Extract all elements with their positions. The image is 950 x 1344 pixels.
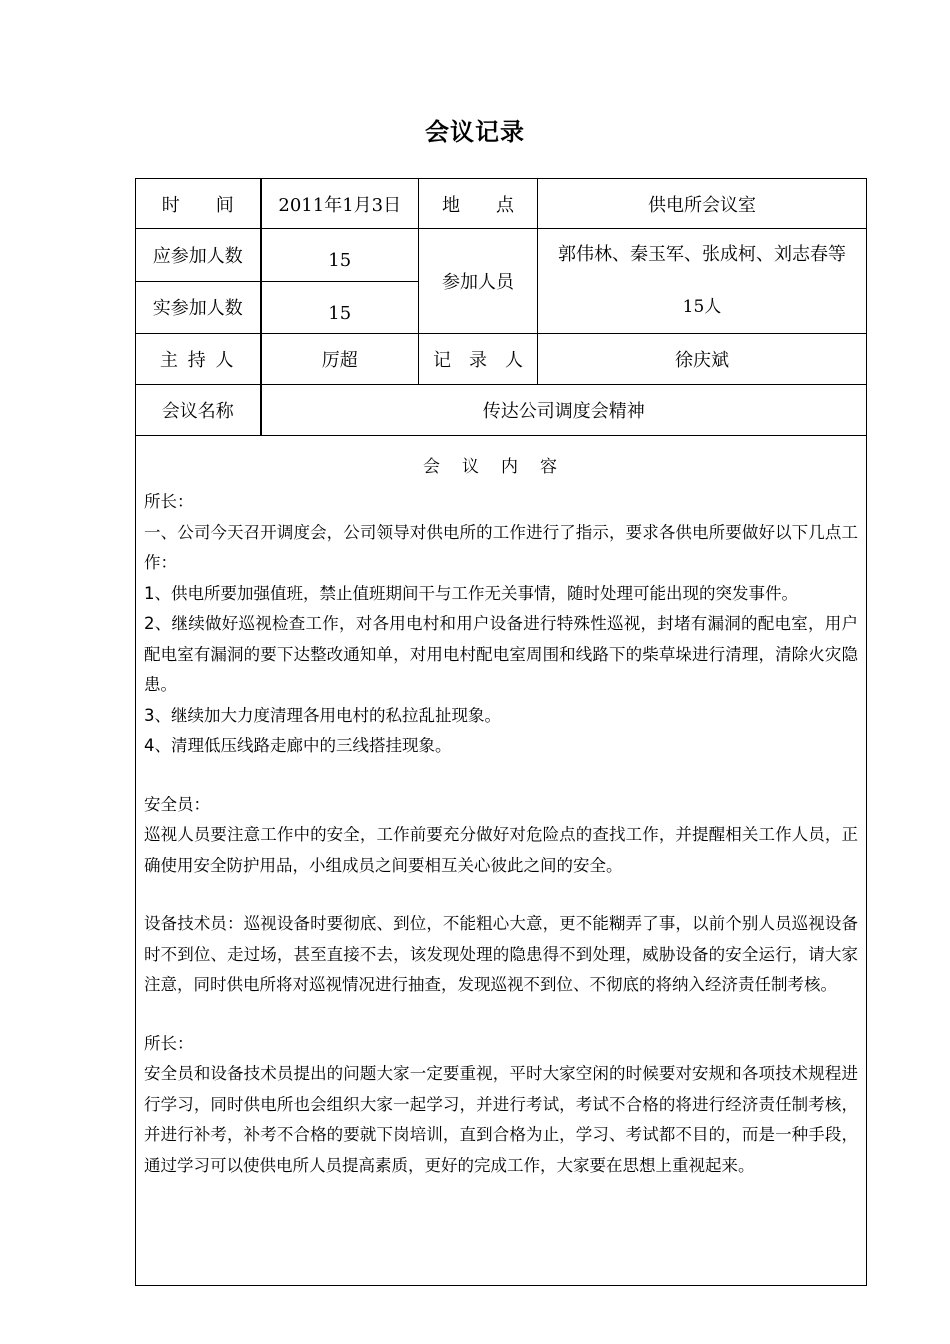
attendees-line-2: 15人 [682,297,722,317]
content-paragraph: 设备技术员：巡视设备时要彻底、到位，不能粗心大意，更不能糊弄了事，以前个别人员巡视设备时不到位、走过场，甚至直接不去，该发现处理的隐患得不到处理，威胁设备的安全运行，请大家注意，同时供电所将对巡视情况进行抽查，发现巡视不到位、不彻底的将纳入经济责任制考核。 [144,914,858,994]
meeting-name-value: 传达公司调度会精神 [261,385,867,436]
content-paragraph: 一、公司今天召开调度会，公司领导对供电所的工作进行了指示，要求各供电所要做好以下几点工作： [144,522,858,572]
content-paragraph: 所长： [144,1033,194,1053]
recorder-value: 徐庆斌 [538,334,867,385]
place-label: 地 点 [419,179,538,229]
recorder-label: 记 录 人 [419,334,538,385]
document-title: 会议记录 [425,118,525,146]
time-label: 时 间 [136,179,261,229]
attendees-value [538,229,867,334]
meeting-content-body [136,487,866,1181]
content-paragraph: 安全员： [144,794,210,814]
content-paragraph: 2、继续做好巡视检查工作，对各用电村和用户设备进行特殊性巡视，封堵有漏洞的配电室，用户配电室有漏洞的要下达整改通知单，对用电村配电室周围和线路下的柴草垛进行清理，清除火灾隐患。 [144,614,858,694]
expected-attendance-value: 15 [261,229,419,282]
meeting-content-cell [136,436,867,1286]
content-paragraph: 4、清理低压线路走廊中的三线搭挂现象。 [144,736,452,755]
actual-attendance-label: 实参加人数 [136,281,261,334]
actual-attendance-value: 15 [261,281,419,334]
expected-attendance-label: 应参加人数 [136,229,261,282]
time-value: 2011年1月3日 [261,179,419,229]
host-value: 厉超 [261,334,419,385]
content-paragraph: 安全员和设备技术员提出的问题大家一定要重视，平时大家空闲的时候要对安规和各项技术规程进行学习，同时供电所也会组织大家一起学习，并进行考试，考试不合格的将进行经济责任制考核，并进行补考，补考不合格的要就下岗培训，直到合格为止，学习、考试都不目的，而是一种手段，通过学习可以使供电所人员提高素质，更好的完成工作，大家要在思想上重视起来。 [144,1064,858,1175]
content-paragraph: 3、继续加大力度清理各用电村的私拉乱扯现象。 [144,705,501,725]
meeting-name-label: 会议名称 [136,385,261,436]
content-paragraph: 巡视人员要注意工作中的安全，工作前要充分做好对危险点的查找工作，并提醒相关工作人员，正确使用安全防护用品，小组成员之间要相互关心彼此之间的安全。 [144,825,858,875]
host-label: 主 持 人 [136,334,261,385]
content-heading: 会议内容 [423,457,579,477]
attendees-label: 参加人员 [419,229,538,334]
place-value: 供电所会议室 [538,179,867,229]
content-paragraph: 1、供电所要加强值班，禁止值班期间干与工作无关事情，随时处理可能出现的突发事件。 [144,583,798,603]
meeting-record-table [135,178,867,1286]
attendees-line-1: 郭伟林、秦玉军、张成柯、刘志春等 [558,244,846,265]
content-paragraph: 所长： [144,492,194,511]
